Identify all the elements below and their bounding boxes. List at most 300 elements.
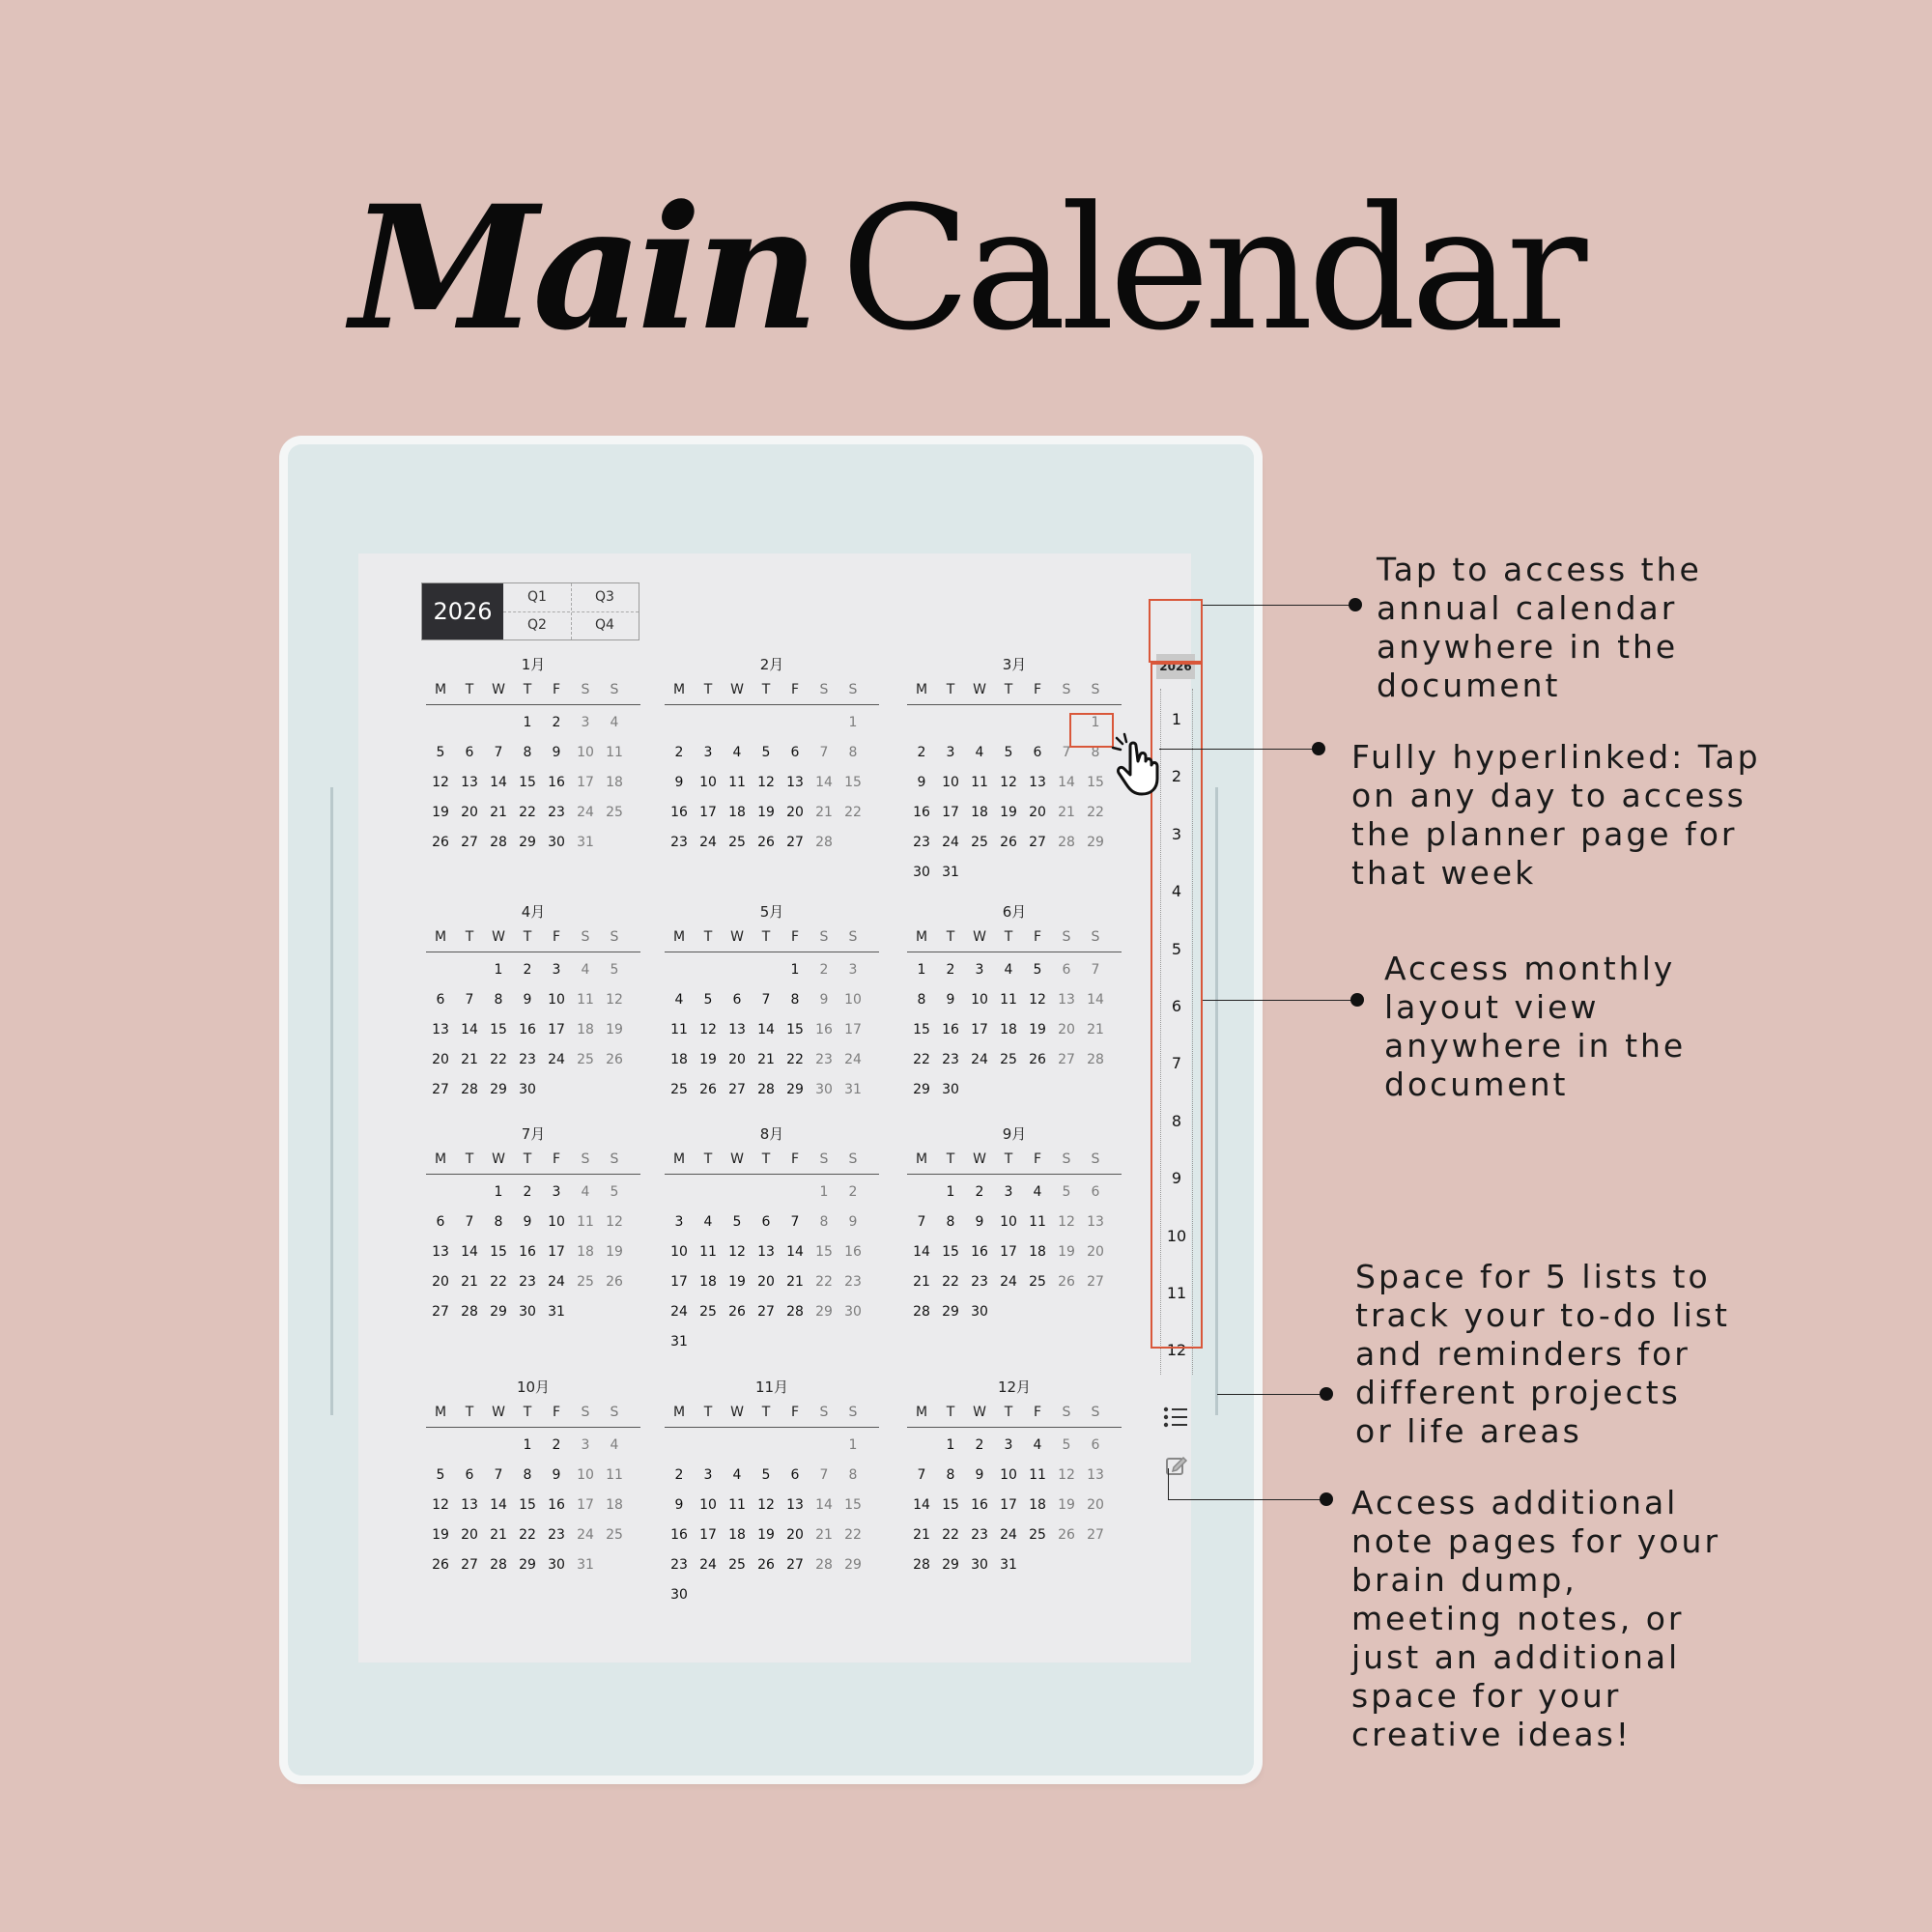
day-cell[interactable]: 12 [1000,775,1017,790]
day-cell[interactable]: 14 [461,1022,478,1037]
day-cell[interactable]: 17 [548,1244,565,1260]
day-cell[interactable]: 11 [971,775,988,790]
day-cell[interactable]: 30 [844,1304,862,1320]
day-cell[interactable]: 3 [581,715,590,730]
day-cell[interactable]: 14 [490,775,507,790]
day-cell[interactable]: 15 [786,1022,804,1037]
day-cell[interactable]: 3 [1004,1437,1013,1453]
day-cell[interactable]: 3 [581,1437,590,1453]
day-cell[interactable]: 3 [975,962,984,978]
day-cell[interactable]: 3 [848,962,858,978]
day-cell[interactable]: 7 [819,745,829,760]
day-cell[interactable]: 29 [844,1557,862,1573]
day-cell[interactable]: 27 [461,1557,478,1573]
day-cell[interactable]: 23 [519,1274,536,1290]
day-cell[interactable]: 30 [913,865,930,880]
day-cell[interactable]: 4 [732,745,742,760]
day-cell[interactable]: 24 [942,835,959,850]
day-cell[interactable]: 4 [703,1214,713,1230]
day-cell[interactable]: 22 [913,1052,930,1067]
day-cell[interactable]: 10 [971,992,988,1008]
day-cell[interactable]: 28 [490,1557,507,1573]
sidebar-month-link[interactable]: 3 [1171,824,1182,843]
month-name[interactable]: 5月 [759,903,784,921]
day-cell[interactable]: 27 [757,1304,775,1320]
day-cell[interactable]: 30 [548,1557,565,1573]
day-cell[interactable]: 18 [606,775,623,790]
day-cell[interactable]: 30 [971,1304,988,1320]
day-cell[interactable]: 27 [1058,1052,1075,1067]
day-cell[interactable]: 16 [942,1022,959,1037]
day-cell[interactable]: 31 [548,1304,565,1320]
day-cell[interactable]: 9 [674,1497,684,1513]
day-cell[interactable]: 25 [1029,1274,1046,1290]
day-cell[interactable]: 10 [577,745,594,760]
day-cell[interactable]: 25 [728,1557,746,1573]
day-cell[interactable]: 28 [1058,835,1075,850]
day-cell[interactable]: 16 [971,1244,988,1260]
day-cell[interactable]: 20 [461,805,478,820]
day-cell[interactable]: 30 [548,835,565,850]
day-cell[interactable]: 14 [786,1244,804,1260]
day-cell[interactable]: 13 [1058,992,1075,1008]
day-cell[interactable]: 6 [465,745,474,760]
day-cell[interactable]: 11 [699,1244,717,1260]
day-cell[interactable]: 16 [913,805,930,820]
day-cell[interactable]: 10 [577,1467,594,1483]
day-cell[interactable]: 25 [699,1304,717,1320]
day-cell[interactable]: 29 [942,1557,959,1573]
day-cell[interactable]: 15 [815,1244,833,1260]
day-cell[interactable]: 10 [1000,1214,1017,1230]
day-cell[interactable]: 11 [728,775,746,790]
day-cell[interactable]: 18 [670,1052,688,1067]
day-cell[interactable]: 5 [610,962,619,978]
day-cell[interactable]: 3 [703,1467,713,1483]
day-cell[interactable]: 11 [577,992,594,1008]
day-cell[interactable]: 25 [971,835,988,850]
day-cell[interactable]: 26 [432,835,449,850]
day-cell[interactable]: 12 [432,1497,449,1513]
day-cell[interactable]: 17 [844,1022,862,1037]
day-cell[interactable]: 8 [946,1214,955,1230]
day-cell[interactable]: 26 [606,1274,623,1290]
day-cell[interactable]: 9 [552,745,561,760]
day-cell[interactable]: 5 [1004,745,1013,760]
day-cell[interactable]: 30 [519,1304,536,1320]
day-cell[interactable]: 22 [490,1274,507,1290]
day-cell[interactable]: 16 [670,805,688,820]
day-cell[interactable]: 24 [844,1052,862,1067]
day-cell[interactable]: 3 [1004,1184,1013,1200]
day-cell[interactable]: 26 [1000,835,1017,850]
day-cell[interactable]: 29 [519,835,536,850]
day-cell[interactable]: 7 [465,992,474,1008]
day-cell[interactable]: 20 [1087,1497,1104,1513]
day-cell[interactable]: 3 [674,1214,684,1230]
day-cell[interactable]: 9 [674,775,684,790]
day-cell[interactable]: 14 [815,775,833,790]
day-cell[interactable]: 28 [913,1557,930,1573]
day-cell[interactable]: 26 [1029,1052,1046,1067]
day-cell[interactable]: 8 [917,992,926,1008]
day-cell[interactable]: 1 [946,1437,955,1453]
day-cell[interactable]: 4 [581,962,590,978]
day-cell[interactable]: 13 [1087,1214,1104,1230]
day-cell[interactable]: 21 [1058,805,1075,820]
day-cell[interactable]: 26 [757,1557,775,1573]
day-cell[interactable]: 6 [436,1214,445,1230]
day-cell[interactable]: 8 [848,745,858,760]
day-cell[interactable]: 12 [432,775,449,790]
day-cell[interactable]: 3 [552,962,561,978]
day-cell[interactable]: 8 [790,992,800,1008]
day-cell[interactable]: 21 [815,805,833,820]
day-cell[interactable]: 24 [1000,1527,1017,1543]
day-cell[interactable]: 1 [494,1184,503,1200]
day-cell[interactable]: 4 [610,1437,619,1453]
day-cell[interactable]: 3 [946,745,955,760]
day-cell[interactable]: 28 [1087,1052,1104,1067]
day-cell[interactable]: 23 [844,1274,862,1290]
day-cell[interactable]: 29 [942,1304,959,1320]
day-cell[interactable]: 18 [577,1244,594,1260]
day-cell[interactable]: 21 [815,1527,833,1543]
day-cell[interactable]: 28 [461,1082,478,1097]
day-cell[interactable]: 18 [1029,1497,1046,1513]
day-cell[interactable]: 17 [971,1022,988,1037]
day-cell[interactable]: 6 [732,992,742,1008]
day-cell[interactable]: 25 [606,1527,623,1543]
day-cell[interactable]: 28 [490,835,507,850]
day-cell[interactable]: 10 [548,992,565,1008]
day-cell[interactable]: 29 [490,1082,507,1097]
day-cell[interactable]: 23 [670,835,688,850]
day-cell[interactable]: 7 [917,1467,926,1483]
day-cell[interactable]: 31 [942,865,959,880]
day-cell[interactable]: 8 [819,1214,829,1230]
day-cell[interactable]: 15 [519,1497,536,1513]
day-cell[interactable]: 18 [971,805,988,820]
day-cell[interactable]: 15 [844,1497,862,1513]
day-cell[interactable]: 17 [577,1497,594,1513]
day-cell[interactable]: 20 [728,1052,746,1067]
day-cell[interactable]: 5 [761,1467,771,1483]
day-cell[interactable]: 5 [761,745,771,760]
day-cell[interactable]: 15 [519,775,536,790]
day-cell[interactable]: 17 [670,1274,688,1290]
day-cell[interactable]: 10 [548,1214,565,1230]
day-cell[interactable]: 4 [581,1184,590,1200]
day-cell[interactable]: 23 [548,805,565,820]
day-cell[interactable]: 30 [971,1557,988,1573]
day-cell[interactable]: 2 [674,1467,684,1483]
day-cell[interactable]: 7 [790,1214,800,1230]
day-cell[interactable]: 29 [913,1082,930,1097]
day-cell[interactable]: 1 [946,1184,955,1200]
day-cell[interactable]: 22 [942,1274,959,1290]
day-cell[interactable]: 25 [1000,1052,1017,1067]
day-cell[interactable]: 6 [1091,1184,1100,1200]
day-cell[interactable]: 28 [815,1557,833,1573]
day-cell[interactable]: 3 [703,745,713,760]
day-cell[interactable]: 16 [670,1527,688,1543]
sidebar-month-link[interactable]: 5 [1171,939,1182,958]
day-cell[interactable]: 21 [913,1527,930,1543]
day-cell[interactable]: 11 [1029,1467,1046,1483]
day-cell[interactable]: 14 [1058,775,1075,790]
day-cell[interactable]: 13 [461,775,478,790]
day-cell[interactable]: 11 [577,1214,594,1230]
day-cell[interactable]: 9 [975,1467,984,1483]
sidebar-month-link[interactable]: 7 [1171,1054,1182,1073]
day-cell[interactable]: 14 [757,1022,775,1037]
day-cell[interactable]: 19 [1029,1022,1046,1037]
day-cell[interactable]: 28 [815,835,833,850]
day-cell[interactable]: 15 [490,1022,507,1037]
day-cell[interactable]: 26 [1058,1527,1075,1543]
day-cell[interactable]: 22 [844,805,862,820]
day-cell[interactable]: 27 [786,835,804,850]
quarter-q2-button[interactable]: Q2 [527,617,547,633]
day-cell[interactable]: 15 [942,1244,959,1260]
day-cell[interactable]: 24 [971,1052,988,1067]
day-cell[interactable]: 17 [548,1022,565,1037]
day-cell[interactable]: 10 [942,775,959,790]
quarter-q1-button[interactable]: Q1 [527,589,547,605]
day-cell[interactable]: 27 [1087,1274,1104,1290]
day-cell[interactable]: 2 [552,715,561,730]
day-cell[interactable]: 2 [523,962,532,978]
day-cell[interactable]: 2 [674,745,684,760]
day-cell[interactable]: 19 [757,1527,775,1543]
day-cell[interactable]: 18 [1000,1022,1017,1037]
day-cell[interactable]: 21 [490,805,507,820]
day-cell[interactable]: 16 [519,1022,536,1037]
day-cell[interactable]: 6 [1033,745,1042,760]
day-cell[interactable]: 25 [1029,1527,1046,1543]
day-cell[interactable]: 20 [786,1527,804,1543]
day-cell[interactable]: 21 [490,1527,507,1543]
day-cell[interactable]: 1 [523,1437,532,1453]
day-cell[interactable]: 19 [699,1052,717,1067]
sidebar-year-button[interactable]: 2026 [1156,654,1195,679]
month-name[interactable]: 6月 [1002,903,1027,921]
quarter-q3-button[interactable]: Q3 [595,589,614,605]
day-cell[interactable]: 27 [1029,835,1046,850]
day-cell[interactable]: 14 [913,1497,930,1513]
day-cell[interactable]: 13 [432,1244,449,1260]
day-cell[interactable]: 9 [819,992,829,1008]
day-cell[interactable]: 19 [432,805,449,820]
day-cell[interactable]: 27 [1087,1527,1104,1543]
day-cell[interactable]: 1 [523,715,532,730]
day-cell[interactable]: 17 [699,805,717,820]
day-cell[interactable]: 10 [699,775,717,790]
sidebar-month-link[interactable]: 4 [1171,882,1182,901]
day-cell[interactable]: 2 [946,962,955,978]
day-cell[interactable]: 22 [519,805,536,820]
day-cell[interactable]: 18 [699,1274,717,1290]
day-cell[interactable]: 7 [494,1467,503,1483]
day-cell[interactable]: 17 [577,775,594,790]
day-cell[interactable]: 14 [490,1497,507,1513]
month-name[interactable]: 2月 [759,656,784,673]
day-cell[interactable]: 29 [490,1304,507,1320]
day-cell[interactable]: 13 [1029,775,1046,790]
day-cell[interactable]: 16 [519,1244,536,1260]
day-cell[interactable]: 19 [606,1244,623,1260]
day-cell[interactable]: 4 [1004,962,1013,978]
day-cell[interactable]: 19 [432,1527,449,1543]
day-cell[interactable]: 11 [728,1497,746,1513]
day-cell[interactable]: 6 [790,1467,800,1483]
day-cell[interactable]: 12 [606,992,623,1008]
sidebar-month-link[interactable]: 2 [1171,767,1182,786]
day-cell[interactable]: 26 [728,1304,746,1320]
day-cell[interactable]: 18 [606,1497,623,1513]
day-cell[interactable]: 19 [728,1274,746,1290]
day-cell[interactable]: 1 [494,962,503,978]
day-cell[interactable]: 20 [757,1274,775,1290]
day-cell[interactable]: 7 [494,745,503,760]
day-cell[interactable]: 7 [465,1214,474,1230]
day-cell[interactable]: 1 [848,715,858,730]
day-cell[interactable]: 30 [815,1082,833,1097]
day-cell[interactable]: 8 [1091,745,1100,760]
day-cell[interactable]: 11 [1000,992,1017,1008]
day-cell[interactable]: 14 [913,1244,930,1260]
day-cell[interactable]: 16 [548,775,565,790]
day-cell[interactable]: 1 [917,962,926,978]
day-cell[interactable]: 21 [1087,1022,1104,1037]
day-cell[interactable]: 17 [1000,1497,1017,1513]
day-cell[interactable]: 30 [942,1082,959,1097]
sidebar-month-link[interactable]: 11 [1166,1284,1187,1302]
day-cell[interactable]: 4 [1033,1184,1042,1200]
day-cell[interactable]: 9 [523,1214,532,1230]
sidebar-month-link[interactable]: 6 [1171,997,1182,1015]
day-cell[interactable]: 31 [577,835,594,850]
day-cell[interactable]: 21 [461,1274,478,1290]
month-name[interactable]: 11月 [754,1378,789,1396]
day-cell[interactable]: 23 [971,1527,988,1543]
month-name[interactable]: 4月 [521,903,546,921]
day-cell[interactable]: 24 [577,805,594,820]
day-cell[interactable]: 23 [942,1052,959,1067]
day-cell[interactable]: 7 [917,1214,926,1230]
month-name[interactable]: 8月 [759,1125,784,1143]
day-cell[interactable]: 27 [728,1082,746,1097]
day-cell[interactable]: 15 [942,1497,959,1513]
day-cell[interactable]: 28 [461,1304,478,1320]
day-cell[interactable]: 25 [606,805,623,820]
day-cell[interactable]: 5 [436,745,445,760]
day-cell[interactable]: 11 [606,1467,623,1483]
day-cell[interactable]: 20 [1087,1244,1104,1260]
day-cell[interactable]: 9 [975,1214,984,1230]
day-cell[interactable]: 13 [786,775,804,790]
day-cell[interactable]: 29 [815,1304,833,1320]
day-cell[interactable]: 31 [577,1557,594,1573]
day-cell[interactable]: 15 [844,775,862,790]
day-cell[interactable]: 5 [703,992,713,1008]
day-cell[interactable]: 16 [844,1244,862,1260]
day-cell[interactable]: 13 [786,1497,804,1513]
day-cell[interactable]: 10 [699,1497,717,1513]
day-cell[interactable]: 7 [761,992,771,1008]
day-cell[interactable]: 20 [1058,1022,1075,1037]
day-cell[interactable]: 29 [519,1557,536,1573]
day-cell[interactable]: 2 [819,962,829,978]
day-cell[interactable]: 13 [1087,1467,1104,1483]
day-cell[interactable]: 3 [552,1184,561,1200]
day-cell[interactable]: 10 [1000,1467,1017,1483]
day-cell[interactable]: 24 [670,1304,688,1320]
day-cell[interactable]: 9 [523,992,532,1008]
day-cell[interactable]: 26 [432,1557,449,1573]
day-cell[interactable]: 18 [728,805,746,820]
day-cell[interactable]: 2 [975,1184,984,1200]
day-cell[interactable]: 6 [465,1467,474,1483]
day-cell[interactable]: 23 [815,1052,833,1067]
day-cell[interactable]: 8 [523,745,532,760]
day-cell[interactable]: 5 [610,1184,619,1200]
day-cell[interactable]: 27 [432,1304,449,1320]
month-name[interactable]: 12月 [997,1378,1032,1396]
day-cell[interactable]: 12 [728,1244,746,1260]
day-cell[interactable]: 17 [699,1527,717,1543]
day-cell[interactable]: 6 [436,992,445,1008]
day-cell[interactable]: 13 [728,1022,746,1037]
day-cell[interactable]: 10 [844,992,862,1008]
day-cell[interactable]: 2 [917,745,926,760]
day-cell[interactable]: 4 [610,715,619,730]
day-cell[interactable]: 26 [606,1052,623,1067]
day-cell[interactable]: 22 [786,1052,804,1067]
day-cell[interactable]: 22 [815,1274,833,1290]
day-cell[interactable]: 6 [1091,1437,1100,1453]
list-icon[interactable] [1163,1406,1188,1429]
day-cell[interactable]: 6 [1062,962,1071,978]
sidebar-month-link[interactable]: 9 [1171,1169,1182,1188]
day-cell[interactable]: 5 [436,1467,445,1483]
day-cell[interactable]: 6 [761,1214,771,1230]
day-cell[interactable]: 1 [848,1437,858,1453]
day-cell[interactable]: 24 [548,1274,565,1290]
day-cell[interactable]: 17 [942,805,959,820]
day-cell[interactable]: 13 [757,1244,775,1260]
day-cell[interactable]: 22 [844,1527,862,1543]
day-cell[interactable]: 23 [913,835,930,850]
day-cell[interactable]: 26 [757,835,775,850]
day-cell[interactable]: 9 [946,992,955,1008]
day-cell[interactable]: 2 [552,1437,561,1453]
day-cell[interactable]: 28 [786,1304,804,1320]
day-cell[interactable]: 25 [670,1082,688,1097]
day-cell[interactable]: 18 [577,1022,594,1037]
day-cell[interactable]: 13 [432,1022,449,1037]
day-cell[interactable]: 14 [461,1244,478,1260]
day-cell[interactable]: 28 [913,1304,930,1320]
day-cell[interactable]: 20 [461,1527,478,1543]
day-cell[interactable]: 30 [670,1587,688,1603]
day-cell[interactable]: 22 [519,1527,536,1543]
day-cell[interactable]: 14 [1087,992,1104,1008]
day-cell[interactable]: 14 [815,1497,833,1513]
day-cell[interactable]: 20 [786,805,804,820]
day-cell[interactable]: 27 [461,835,478,850]
